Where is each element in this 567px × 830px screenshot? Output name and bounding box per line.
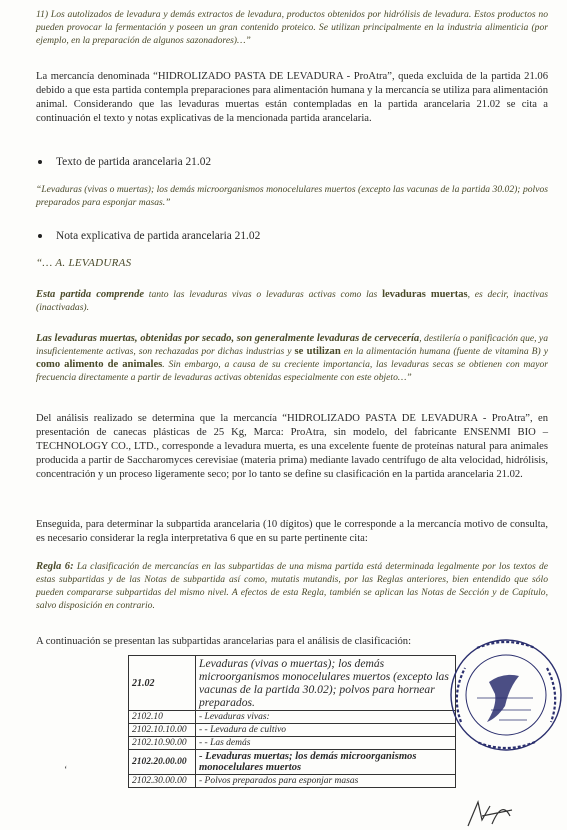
bullet-texto-partida bbox=[36, 156, 211, 168]
table-cell-desc: - Levaduras muertas; los demás microorganismos monocelulares muertos bbox=[196, 750, 456, 775]
paragraph-levaduras-muertas bbox=[36, 332, 548, 384]
table-row bbox=[129, 775, 456, 788]
table-row bbox=[129, 737, 456, 750]
handwritten-signature bbox=[462, 796, 522, 830]
paragraph-analisis: Del análisis realizado se determina que la mercancía “HIDROLIZADO PASTA DE LEVADURA - ProAtra”, en presentación de canecas plásticas de 25 Kg, Marca: ProAtra, sin modelo, del fabricante ENSENMI BIO – TECHNOLOGY CO., LTD., corresponde a levadura muerta, es una excelente fuente de proteínas natural para animales producida a partir de Saccharomyces cerevisiae (materia prima) mediante lavado centrífugo de alta velocidad, hidrólisis, concentración y un proceso ligeramente seco; por lo tanto se define su clasificación en la partida arancelaria 21.02. bbox=[36, 413, 548, 480]
para-a-text1: tanto las levaduras vivas o levaduras activas como las bbox=[144, 289, 383, 300]
tariff-table bbox=[128, 655, 456, 788]
table-cell-code: 2102.10 bbox=[129, 711, 196, 724]
para-b-bold1: se utilizan bbox=[294, 346, 341, 357]
paragraph-regla-6 bbox=[36, 560, 548, 612]
para-b-bold2: como alimento de animales bbox=[36, 359, 163, 370]
table-row bbox=[129, 656, 456, 711]
para-b-text2: en la alimentación humana (fuente de vitamina B) y bbox=[340, 346, 548, 357]
para-b-text1: , destilería o panificación que, ya insuficientemente activas, son rechazadas por dichas industrias y bbox=[36, 333, 548, 357]
bullet-dot bbox=[38, 234, 42, 238]
bullet-dot bbox=[38, 160, 42, 164]
paragraph-subpartida: Enseguida, para determinar la subpartida arancelaria (10 dígitos) que le corresponde a la mercancía motivo de consulta, es necesario considerar la regla interpretativa 6 que en su parte pertinente cita: bbox=[36, 519, 548, 544]
table-row bbox=[129, 750, 456, 775]
table-cell-code: 2102.10.10.00 bbox=[129, 724, 196, 737]
table-cell-code: 21.02 bbox=[129, 656, 196, 711]
para-b-text3: . Sin embargo, a causa de su creciente importancia, las levaduras secas se obtienen con mayor frecuencia directamente a partir de levaduras activas obtenidas especialmente con este objeto…” bbox=[36, 359, 548, 383]
table-row bbox=[129, 711, 456, 724]
table-cell-code: 2102.30.00.00 bbox=[129, 775, 196, 788]
customs-seal-stamp bbox=[447, 636, 565, 754]
para-a-text2: , es decir, inactivas (inactivadas). bbox=[36, 289, 548, 313]
table-cell-desc: - Polvos preparados para esponjar masas bbox=[196, 775, 456, 788]
table-cell-code: 2102.20.00.00 bbox=[129, 750, 196, 775]
quote-partida-text: “Levaduras (vivas o muertas); los demás microorganismos monocelulares muertos (excepto las vacunas de la partida 30.02); polvos preparados para esponjar masas.” bbox=[36, 184, 548, 208]
table-cell-desc: - Levaduras vivas: bbox=[196, 711, 456, 724]
para-a-lead: Esta partida comprende bbox=[36, 289, 145, 300]
table-cell-desc: Levaduras (vivas o muertas); los demás microorganismos monocelulares muertos (excepto las vacunas de la partida 30.02); polvos para hornear preparados. bbox=[196, 656, 456, 711]
heading-levaduras: “… A. LEVADURAS bbox=[36, 257, 132, 269]
bullet-nota-explicativa-label: Nota explicativa de partida arancelaria 21.02 bbox=[56, 230, 261, 242]
margin-tick-mark: ‘ bbox=[64, 765, 68, 776]
regla-lead: Regla 6: bbox=[36, 561, 74, 572]
table-cell-desc: - - Levadura de cultivo bbox=[196, 724, 456, 737]
para-b-lead: Las levaduras muertas, obtenidas por secado, son generalmente levaduras de cervecería bbox=[36, 333, 420, 344]
bullet-texto-partida-label: Texto de partida arancelaria 21.02 bbox=[56, 156, 212, 168]
bullet-nota-explicativa bbox=[36, 230, 260, 242]
paragraph-continuacion: A continuación se presentan las subpartidas arancelarias para el análisis de clasificación: bbox=[36, 636, 412, 647]
regla-text: La clasificación de mercancías en las subpartidas de una misma partida está determinada legalmente por los textos de estas subpartidas y de las Notas de subpartida así como, mutatis mutandis, por las Reglas anteriores, bien entendido que sólo pueden compararse subpartidas del mismo nivel. A efectos de esta Regla, también se aplican las Notas de Sección y de Capítulo, salvo disposición en contrario. bbox=[36, 561, 548, 611]
paragraph-autolizados: 11) Los autolizados de levadura y demás extractos de levadura, productos obtenidos por hidrólisis de levadura. Estos productos no pueden provocar la fermentación y poseen un gran contenido proteico. Se utilizan principalmente en la industria alimenticia (por ejemplo, en la preparación de algunos sazonadores)…” bbox=[36, 9, 548, 46]
table-row bbox=[129, 724, 456, 737]
table-cell-desc: - - Las demás bbox=[196, 737, 456, 750]
para-a-bold1: levaduras muertas bbox=[382, 289, 468, 300]
paragraph-esta-partida bbox=[36, 288, 548, 314]
paragraph-mercancia-excluida: La mercancía denominada “HIDROLIZADO PASTA DE LEVADURA - ProAtra”, queda excluida de la partida 21.06 debido a que esta partida contempla preparaciones para alimentación humana y la mercancía se utiliza para alimentación animal. Considerando que las levaduras muertas están contempladas en la partida arancelaria 21.02 se cita a continuación el texto y notas explicativas de la mencionada partida arancelaria. bbox=[36, 71, 548, 124]
table-cell-code: 2102.10.90.00 bbox=[129, 737, 196, 750]
